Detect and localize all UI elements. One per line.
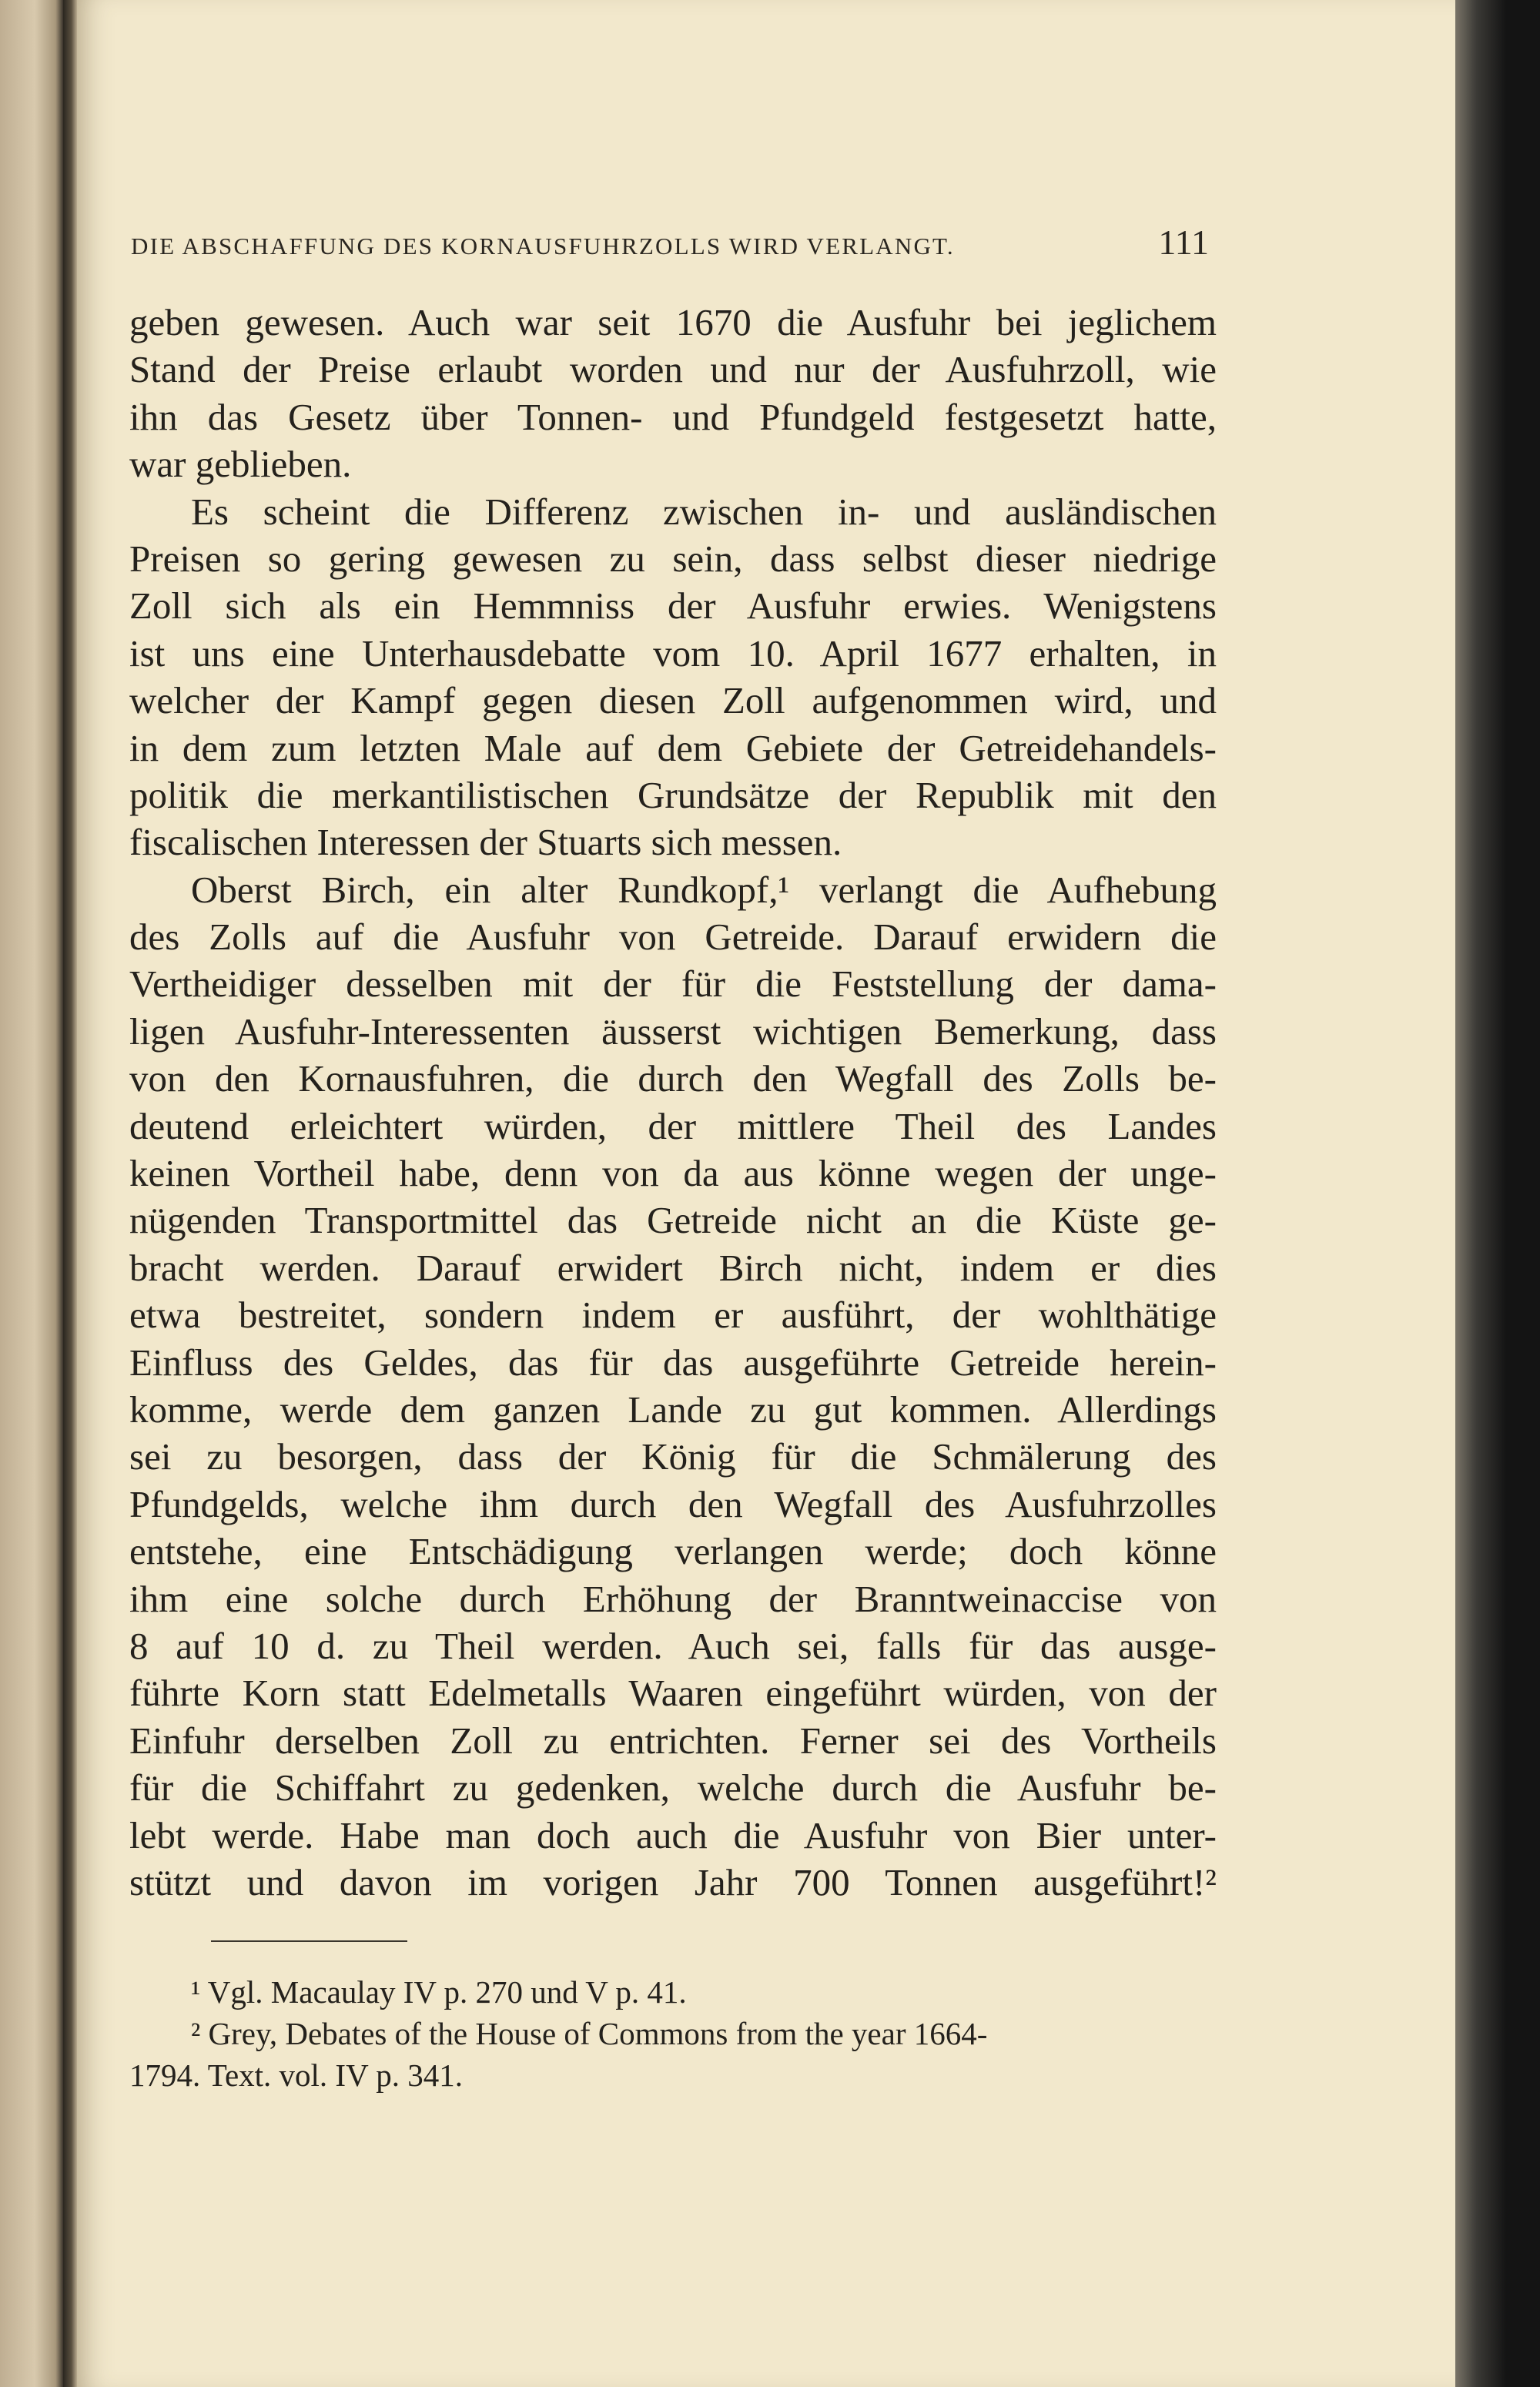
footnotes <box>129 1971 1217 2096</box>
text-line: Einfuhr derselben Zoll zu entrichten. Ferner sei des Vortheils <box>129 1719 1217 1762</box>
text-line: ihn das Gesetz über Tonnen- und Pfundgeld festgesetzt hatte, <box>129 395 1217 438</box>
text-line: 8 auf 10 d. zu Theil werden. Auch sei, falls für das ausge- <box>129 1624 1217 1667</box>
footnote-1: ¹ Vgl. Macaulay IV p. 270 und V p. 41. <box>191 1974 687 2010</box>
text-line: entstehe, eine Entschädigung verlangen werde; doch könne <box>129 1530 1217 1573</box>
text-line: Zoll sich als ein Hemmniss der Ausfuhr erwies. Wenigstens <box>129 584 1217 628</box>
text-line: etwa bestreitet, sondern indem er ausführt, der wohlthätige <box>129 1294 1217 1337</box>
footnote-2-continued: 1794. Text. vol. IV p. 341. <box>129 2057 463 2093</box>
text-line: deutend erleichtert würden, der mittlere Theil des Landes <box>129 1104 1217 1147</box>
text-line: führte Korn statt Edelmetalls Waaren eingeführt würden, von der <box>129 1672 1217 1715</box>
page-edge-shadow <box>1455 0 1540 2387</box>
text-line: keinen Vortheil habe, denn von da aus könne wegen der unge- <box>129 1152 1217 1195</box>
text-line: Stand der Preise erlaubt worden und nur der Ausfuhrzoll, wie <box>129 348 1217 391</box>
text-line: von den Kornausfuhren, die durch den Wegfall des Zolls be- <box>129 1057 1217 1100</box>
footnote-divider <box>211 1940 407 1942</box>
text-line: für die Schiffahrt zu gedenken, welche durch die Ausfuhr be- <box>129 1766 1217 1810</box>
text-line: war geblieben. <box>129 443 352 486</box>
page-header <box>131 222 1209 276</box>
body-text <box>129 299 1217 1906</box>
text-line: Vertheidiger desselben mit der für die Feststellung der dama- <box>129 962 1217 1006</box>
text-line: stützt und davon im vorigen Jahr 700 Tonnen ausgeführt!² <box>129 1860 1217 1903</box>
text-line: in dem zum letzten Male auf dem Gebiete der Getreidehandels- <box>129 726 1217 769</box>
text-line: komme, werde dem ganzen Lande zu gut kommen. Allerdings <box>129 1388 1217 1431</box>
paragraph-start-line: Oberst Birch, ein alter Rundkopf,¹ verlangt die Aufhebung <box>191 868 1217 911</box>
text-line: fiscalischen Interessen der Stuarts sich messen. <box>129 821 842 864</box>
text-line: Pfundgelds, welche ihm durch den Wegfall des Ausfuhrzolles <box>129 1482 1217 1525</box>
footnote-2: ² Grey, Debates of the House of Commons from the year 1664- <box>191 2016 988 2051</box>
text-line: welcher der Kampf gegen diesen Zoll aufgenommen wird, und <box>129 679 1217 722</box>
text-line: ist uns eine Unterhausdebatte vom 10. April 1677 erhalten, in <box>129 631 1217 675</box>
text-line: politik die merkantilistischen Grundsätze der Republik mit den <box>129 773 1217 816</box>
page-number: 111 <box>1158 223 1209 262</box>
text-line: sei zu besorgen, dass der König für die Schmälerung des <box>129 1435 1217 1478</box>
running-title: DIE ABSCHAFFUNG DES KORNAUSFUHRZOLLS WIRD VERLANGT. <box>131 233 955 259</box>
text-line: nügenden Transportmittel das Getreide nicht an die Küste ge- <box>129 1199 1217 1242</box>
text-line: Preisen so gering gewesen zu sein, dass selbst dieser niedrige <box>129 537 1217 580</box>
text-line: lebt werde. Habe man doch auch die Ausfuhr von Bier unter- <box>129 1813 1217 1856</box>
book-gutter <box>63 0 77 2387</box>
text-line: bracht werden. Darauf erwidert Birch nicht, indem er dies <box>129 1246 1217 1289</box>
text-line: ihm eine solche durch Erhöhung der Branntweinaccise von <box>129 1577 1217 1620</box>
text-line: ligen Ausfuhr-Interessenten äusserst wichtigen Bemerkung, dass <box>129 1009 1217 1053</box>
previous-page-edge <box>0 0 63 2387</box>
text-line: des Zolls auf die Ausfuhr von Getreide. Darauf erwidern die <box>129 916 1217 959</box>
paragraph-start-line: Es scheint die Differenz zwischen in- und ausländischen <box>191 490 1217 533</box>
text-line: Einfluss des Geldes, das für das ausgeführte Getreide herein- <box>129 1341 1217 1384</box>
text-line: geben gewesen. Auch war seit 1670 die Ausfuhr bei jeglichem <box>129 301 1217 343</box>
